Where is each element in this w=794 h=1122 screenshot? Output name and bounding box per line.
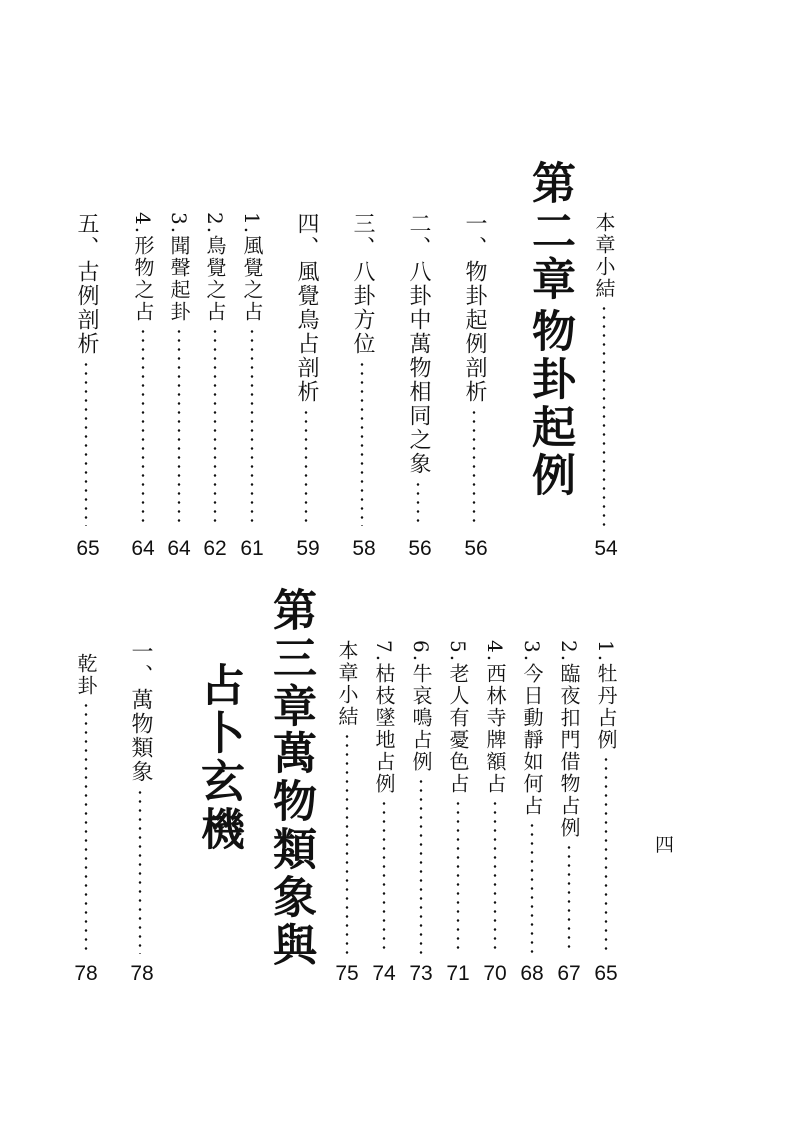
- toc-entry-page: 67: [557, 962, 581, 985]
- toc-entry-label: 一、物卦起例剖析: [462, 212, 487, 404]
- chapter-3-subtitle: 占卜玄機: [193, 662, 244, 854]
- chapter-2-number: 第二章: [524, 160, 575, 304]
- dot-leader: [345, 732, 349, 954]
- toc-entry-page: 75: [335, 962, 359, 985]
- toc-entry-page: 68: [520, 962, 544, 985]
- toc-entry[interactable]: [74, 653, 98, 958]
- toc-entry-label: 3.今日動靜如何占: [520, 640, 544, 818]
- dot-leader: [382, 799, 386, 954]
- chapter-3-title: 萬物類象與: [265, 730, 316, 970]
- toc-entry-page: 58: [352, 537, 376, 560]
- toc-entry-page: 62: [203, 537, 227, 560]
- toc-entry[interactable]: [462, 212, 486, 530]
- toc-entry-page: 59: [296, 537, 320, 560]
- toc-entry-label: 2.鳥覺之占: [203, 212, 227, 324]
- toc-entry[interactable]: [74, 212, 98, 530]
- toc-entry-label: 一、萬物類象: [128, 640, 153, 784]
- dot-leader: [141, 327, 145, 526]
- dot-leader: [360, 360, 364, 526]
- toc-entry-label: 四、風覺鳥占剖析: [294, 212, 319, 404]
- toc-entry[interactable]: [520, 640, 544, 958]
- dot-leader: [472, 408, 476, 526]
- toc-entry-page: 73: [409, 962, 433, 985]
- toc-entry[interactable]: [131, 212, 155, 530]
- toc-entry-page: 64: [131, 537, 155, 560]
- page-number: 四: [655, 834, 675, 856]
- toc-entry[interactable]: [406, 212, 430, 530]
- toc-entry-label: 4.西林寺牌額占: [483, 640, 507, 796]
- chapter-3-number: 第三章: [265, 587, 316, 731]
- toc-entry[interactable]: [372, 640, 396, 958]
- chapter-2-title: 物卦起例: [524, 308, 575, 500]
- toc-entry-label: 2.臨夜扣門借物占例: [557, 640, 581, 840]
- toc-entry-label: 6.牛哀鳴占例: [409, 640, 433, 774]
- toc-entry[interactable]: [594, 640, 618, 958]
- toc-entry-page: 54: [594, 537, 618, 560]
- toc-entry-label: 4.形物之占: [131, 212, 155, 324]
- toc-entry-label: 本章小結: [592, 212, 616, 300]
- toc-entry-label: 7.枯枝墜地占例: [372, 640, 396, 796]
- toc-entry-page: 70: [483, 962, 507, 985]
- toc-entry[interactable]: [294, 212, 318, 530]
- toc-entry-page: 78: [74, 962, 98, 985]
- toc-entry-page: 64: [167, 537, 191, 560]
- toc-entry-page: 65: [594, 962, 618, 985]
- toc-entry[interactable]: [335, 640, 359, 958]
- dot-leader: [138, 788, 142, 954]
- toc-entry[interactable]: [203, 212, 227, 530]
- dot-leader: [304, 408, 308, 526]
- toc-entry-page: 78: [130, 962, 154, 985]
- dot-leader: [177, 327, 181, 526]
- toc-entry[interactable]: [167, 212, 191, 530]
- dot-leader: [456, 799, 460, 954]
- toc-entry-label: 1.牡丹占例: [594, 640, 618, 752]
- toc-entry-label: 3.聞聲起卦: [167, 212, 191, 324]
- toc-entry-page: 74: [372, 962, 396, 985]
- toc-entry-page: 56: [464, 537, 488, 560]
- toc-entry[interactable]: [240, 212, 264, 530]
- toc-entry-label: 1.風覺之占: [240, 212, 264, 324]
- dot-leader: [416, 480, 420, 526]
- toc-entry[interactable]: [483, 640, 507, 958]
- toc-entry-page: 61: [240, 537, 264, 560]
- toc-entry[interactable]: [557, 640, 581, 958]
- toc-entry-label: 乾卦: [74, 653, 98, 697]
- dot-leader: [567, 843, 571, 954]
- toc-entry[interactable]: [350, 212, 374, 530]
- dot-leader: [493, 799, 497, 954]
- toc-entry-page: 65: [76, 537, 100, 560]
- dot-leader: [84, 360, 88, 526]
- dot-leader: [530, 821, 534, 954]
- dot-leader: [602, 304, 606, 526]
- toc-entry[interactable]: [128, 640, 152, 958]
- toc-entry[interactable]: [409, 640, 433, 958]
- dot-leader: [84, 701, 88, 954]
- dot-leader: [250, 327, 254, 526]
- toc-entry-label: 五、古例剖析: [74, 212, 99, 356]
- toc-entry[interactable]: [446, 640, 470, 958]
- dot-leader: [419, 777, 423, 954]
- toc-entry-label: 本章小結: [335, 640, 359, 728]
- toc-entry-label: 三、八卦方位: [350, 212, 375, 356]
- dot-leader: [213, 327, 217, 526]
- toc-entry-label: 二、八卦中萬物相同之象: [406, 212, 431, 476]
- toc-entry-page: 56: [408, 537, 432, 560]
- toc-entry[interactable]: [592, 212, 616, 530]
- dot-leader: [604, 755, 608, 954]
- toc-entry-page: 71: [446, 962, 470, 985]
- toc-entry-label: 5.老人有憂色占: [446, 640, 470, 796]
